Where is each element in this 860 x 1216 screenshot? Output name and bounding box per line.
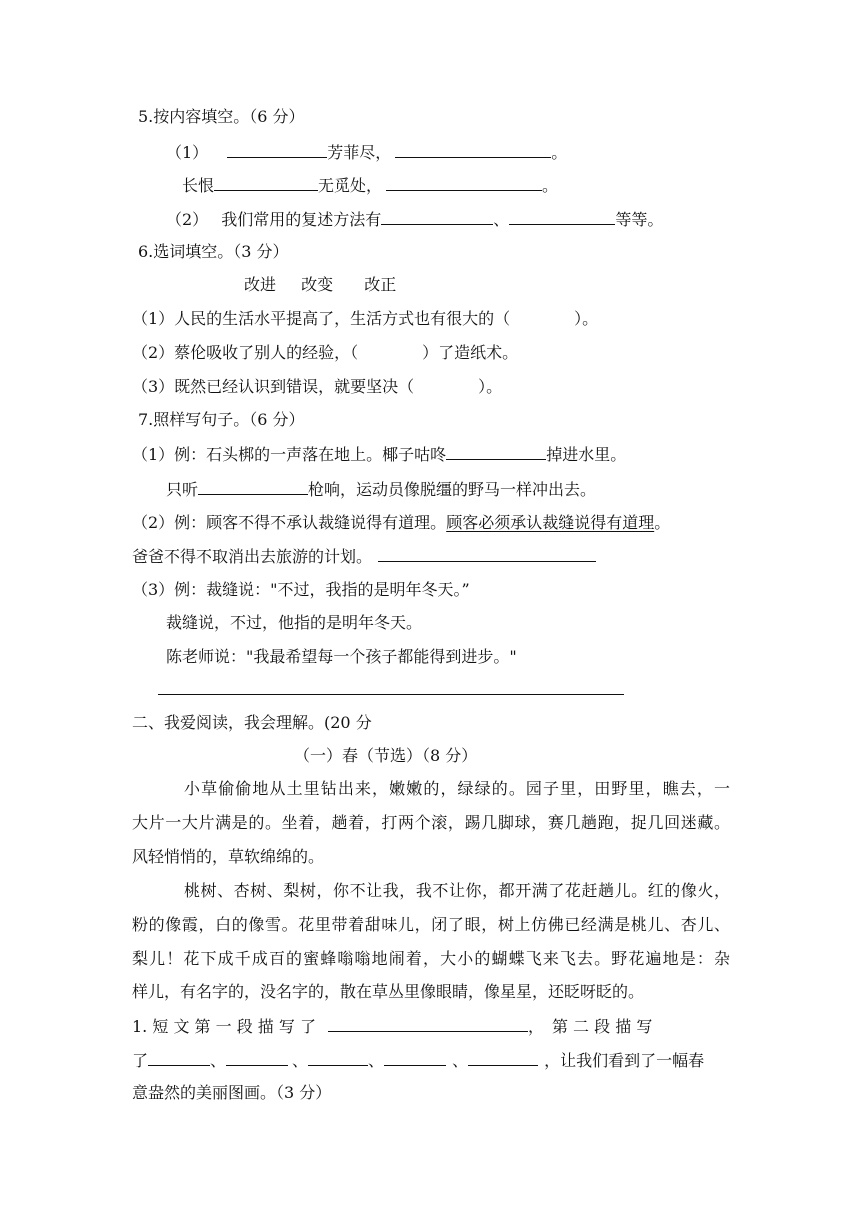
fill-blank[interactable]	[227, 141, 327, 158]
reading-q1-sep: 、	[210, 1051, 227, 1070]
word-choice: 改变	[301, 275, 334, 294]
q7-example-1b-post: 枪响，运动员像脱缰的野马一样冲出去。	[308, 480, 597, 499]
fill-blank[interactable]	[308, 1049, 368, 1066]
q7-example-1b	[166, 478, 596, 501]
q7-title: 7.照样写句子。（6 分）	[138, 410, 305, 429]
passage-para2-line: 样儿，有名字的，没名字的，散在草丛里像眼睛，像星星，还眨呀眨的。	[132, 982, 645, 1001]
fill-blank[interactable]	[148, 1049, 210, 1066]
q6-sentence-2: （2）蔡伦吸收了别人的经验，（ ）了造纸术。	[132, 343, 519, 362]
q7-example-3c: 陈老师说："我最希望每一个孩子都能得到进步。"	[166, 647, 517, 666]
reading-q1-line1	[132, 1015, 652, 1038]
word-choice: 改正	[364, 275, 397, 294]
fill-blank[interactable]	[214, 174, 318, 191]
q5-part1b-mid: 无觅处，	[318, 176, 383, 195]
reading-q1-line3: 意盎然的美丽图画。（3 分）	[132, 1083, 332, 1102]
fill-blank[interactable]	[384, 1049, 446, 1066]
reading-q1-l2-pre: 了	[132, 1051, 149, 1070]
fill-blank[interactable]	[446, 443, 546, 460]
answer-line[interactable]	[378, 545, 596, 562]
q5-part1-line	[166, 141, 567, 164]
part2-subtitle: （一）春（节选）（8 分）	[294, 746, 478, 765]
fill-blank[interactable]	[381, 208, 493, 225]
reading-q1-line2	[132, 1049, 704, 1072]
passage-para2-line: 桃树、杏树、梨树，你不让我，我不让你，都开满了花赶趟儿。红的像火，	[184, 881, 730, 900]
fill-blank[interactable]	[328, 1015, 528, 1032]
q5-part2-text: 我们常用的复述方法有	[221, 210, 382, 229]
q7-example-1	[132, 443, 626, 466]
q5-part2-line	[166, 208, 663, 231]
word-choice: 改进	[244, 275, 277, 294]
q7-example-2	[132, 512, 670, 534]
reading-q1-l2-end: ，让我们看到了一幅春	[544, 1051, 705, 1070]
q7-example-2-answer: 顾客必须承认裁缝说得有道理	[446, 513, 655, 532]
answer-line[interactable]	[158, 694, 624, 695]
passage-para1-line: 小草偷偷地从土里钻出来，嫩嫩的，绿绿的。园子里，田野里，瞧去，一	[184, 779, 730, 798]
q7-example-2-pre: （2）例：顾客不得不承认裁缝说得有道理。	[132, 513, 447, 532]
q5-part1b-end: 。	[542, 176, 559, 195]
part2-title: 二、我爱阅读，我会理解。(20 分	[132, 713, 372, 732]
q6-word-choices	[244, 274, 396, 296]
q7-example-3a: （3）例：裁缝说："不过，我指的是明年冬天。”	[132, 580, 470, 599]
fill-blank[interactable]	[468, 1049, 538, 1066]
passage-para2-line: 梨儿！花下成千成百的蜜蜂嗡嗡地闹着，大小的蝴蝶飞来飞去。野花遍地是：杂	[132, 949, 730, 968]
reading-q1-mid: ， 第 二 段 描 写	[527, 1017, 653, 1036]
reading-q1-sep: 、	[368, 1051, 385, 1070]
q6-sentence-3: （3）既然已经认识到错误，就要坚决（ ）。	[132, 377, 503, 396]
reading-q1-sep: 、	[292, 1051, 309, 1070]
q5-part1-mid: 芳菲尽，	[327, 143, 392, 162]
q7-example-1-pre: （1）例：石头梆的一声落在地上。椰子咕咚	[132, 445, 447, 464]
q7-example-2b	[132, 545, 596, 568]
fill-blank[interactable]	[198, 478, 308, 495]
q5-part1-label: （1）	[166, 143, 209, 162]
reading-q1-sep: 、	[452, 1051, 469, 1070]
reading-q1-pre: 1. 短 文 第 一 段 描 写 了	[132, 1017, 316, 1036]
fill-blank[interactable]	[226, 1049, 288, 1066]
fill-blank[interactable]	[395, 141, 551, 158]
q5-part1b-line	[182, 174, 558, 197]
q6-sentence-1: （1）人民的生活水平提高了，生活方式也有很大的（ ）。	[132, 309, 599, 328]
passage-para1-line: 大片一大片满是的。坐着，趟着，打两个滚，踢几脚球，赛几趟跑，捉几回迷藏。	[132, 813, 730, 832]
q7-example-1b-pre: 只听	[166, 480, 199, 499]
q5-part2-end: 等等。	[615, 210, 664, 229]
passage-para1-line: 风轻悄悄的，草软绵绵的。	[132, 847, 325, 866]
q7-example-2b-text: 爸爸不得不取消出去旅游的计划。	[132, 547, 373, 566]
q6-title: 6.选词填空。（3 分）	[138, 242, 289, 261]
q5-part2-sep: 、	[493, 210, 510, 229]
fill-blank[interactable]	[509, 208, 615, 225]
q5-part2-label: （2）	[166, 210, 209, 229]
q7-example-2-end: 。	[654, 513, 671, 532]
q7-example-3b: 裁缝说，不过，他指的是明年冬天。	[166, 613, 423, 632]
q5-part1b-start: 长恨	[182, 176, 215, 195]
q7-example-1-post: 掉进水里。	[546, 445, 627, 464]
q5-title: 5.按内容填空。（6 分）	[138, 107, 305, 126]
passage-para2-line: 粉的像霞，白的像雪。花里带着甜味儿，闭了眼，树上仿佛已经满是桃儿、杏儿、	[132, 915, 730, 934]
q5-part1-end: 。	[551, 143, 568, 162]
fill-blank[interactable]	[386, 174, 542, 191]
